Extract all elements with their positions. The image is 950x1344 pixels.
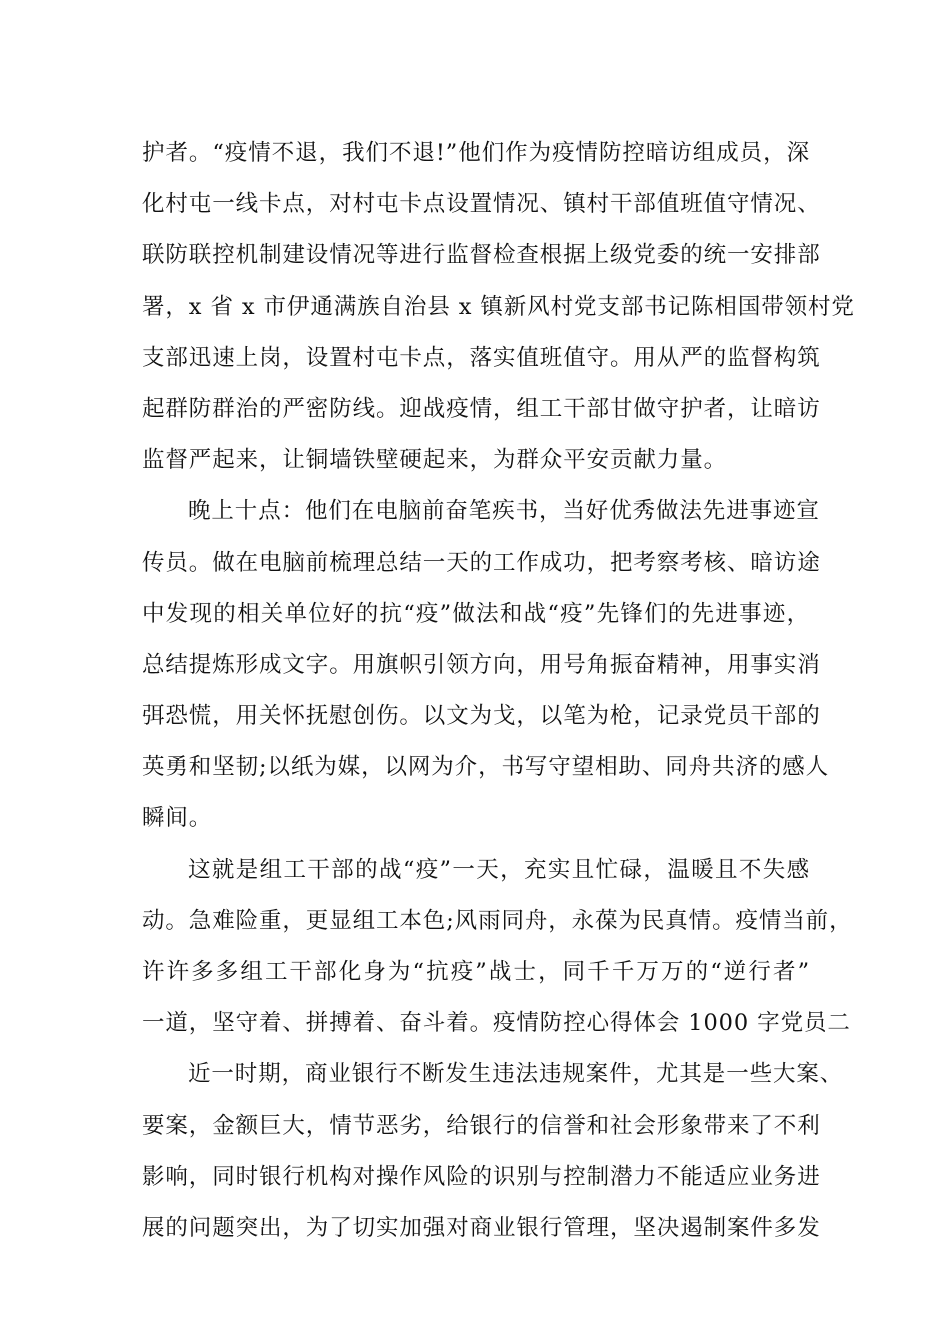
text-line: 传员。做在电脑前梳理总结一天的工作成功，把考察考核、暗访途 bbox=[142, 549, 821, 576]
text-line: 许许多多组工干部化身为“抗疫”战士，同千千万万的“逆行者” bbox=[142, 959, 810, 985]
paragraph-1 bbox=[142, 128, 855, 486]
text-line: 展的问题突出，为了切实加强对商业银行管理，坚决遏制案件多发 bbox=[142, 1214, 821, 1241]
text-line: 联防联控机制建设情况等进行监督检查根据上级党委的统一安排部 bbox=[142, 242, 821, 269]
text-line: 要案，金额巨大，情节恶劣，给银行的信誉和社会形象带来了不利 bbox=[142, 1112, 821, 1139]
text-line: 这就是组工干部的战“疫”一天，充实且忙碌，温暖且不失感 bbox=[188, 856, 810, 883]
paragraph-4 bbox=[142, 1049, 844, 1254]
text-line: 动。急难险重，更显组工本色;风雨同舟，永葆为民真情。疫情当前， bbox=[142, 907, 853, 934]
paragraph-3 bbox=[142, 845, 853, 1050]
text-line: 护者。“疫情不退，我们不退!”他们作为疫情防控暗访组成员，深 bbox=[142, 140, 810, 166]
text-line: 晚上十点：他们在电脑前奋笔疾书，当好优秀做法先进事迹宣 bbox=[188, 498, 820, 525]
text-line: 起群防群治的严密防线。迎战疫情，组工干部甘做守护者，让暗访 bbox=[142, 395, 821, 422]
paragraph-2 bbox=[142, 486, 830, 844]
text-line: 总结提炼形成文字。用旗帜引领方向，用号角振奋精神，用事实消 bbox=[142, 651, 821, 678]
text-line: 英勇和坚韧;以纸为媒，以网为介，书写守望相助、同舟共济的感人 bbox=[142, 754, 830, 781]
text-line: 中发现的相关单位好的抗“疫”做法和战“疫”先锋们的先进事迹， bbox=[142, 600, 810, 627]
text-line: 影响，同时银行机构对操作风险的识别与控制潜力不能适应业务进 bbox=[142, 1163, 821, 1190]
text-line: 近一时期，商业银行不断发生违法违规案件，尤其是一些大案、 bbox=[188, 1061, 844, 1088]
text-line: 支部迅速上岗，设置村屯卡点，落实值班值守。用从严的监督构筑 bbox=[142, 344, 821, 371]
text-line: 一道，坚守着、拼搏着、奋斗着。疫情防控心得体会 1000 字党员二 bbox=[142, 1010, 851, 1037]
text-line: 监督严起来，让铜墙铁壁硬起来，为群众平安贡献力量。 bbox=[142, 447, 728, 474]
text-line: 署，x 省 x 市伊通满族自治县 x 镇新风村党支部书记陈相国带领村党 bbox=[142, 293, 855, 320]
document-body bbox=[142, 128, 855, 1254]
text-line: 弭恐慌，用关怀抚慰创伤。以文为戈，以笔为枪，记录党员干部的 bbox=[142, 703, 821, 730]
text-line: 瞬间。 bbox=[142, 805, 213, 832]
text-line: 化村屯一线卡点，对村屯卡点设置情况、镇村干部值班值守情况、 bbox=[142, 191, 821, 218]
